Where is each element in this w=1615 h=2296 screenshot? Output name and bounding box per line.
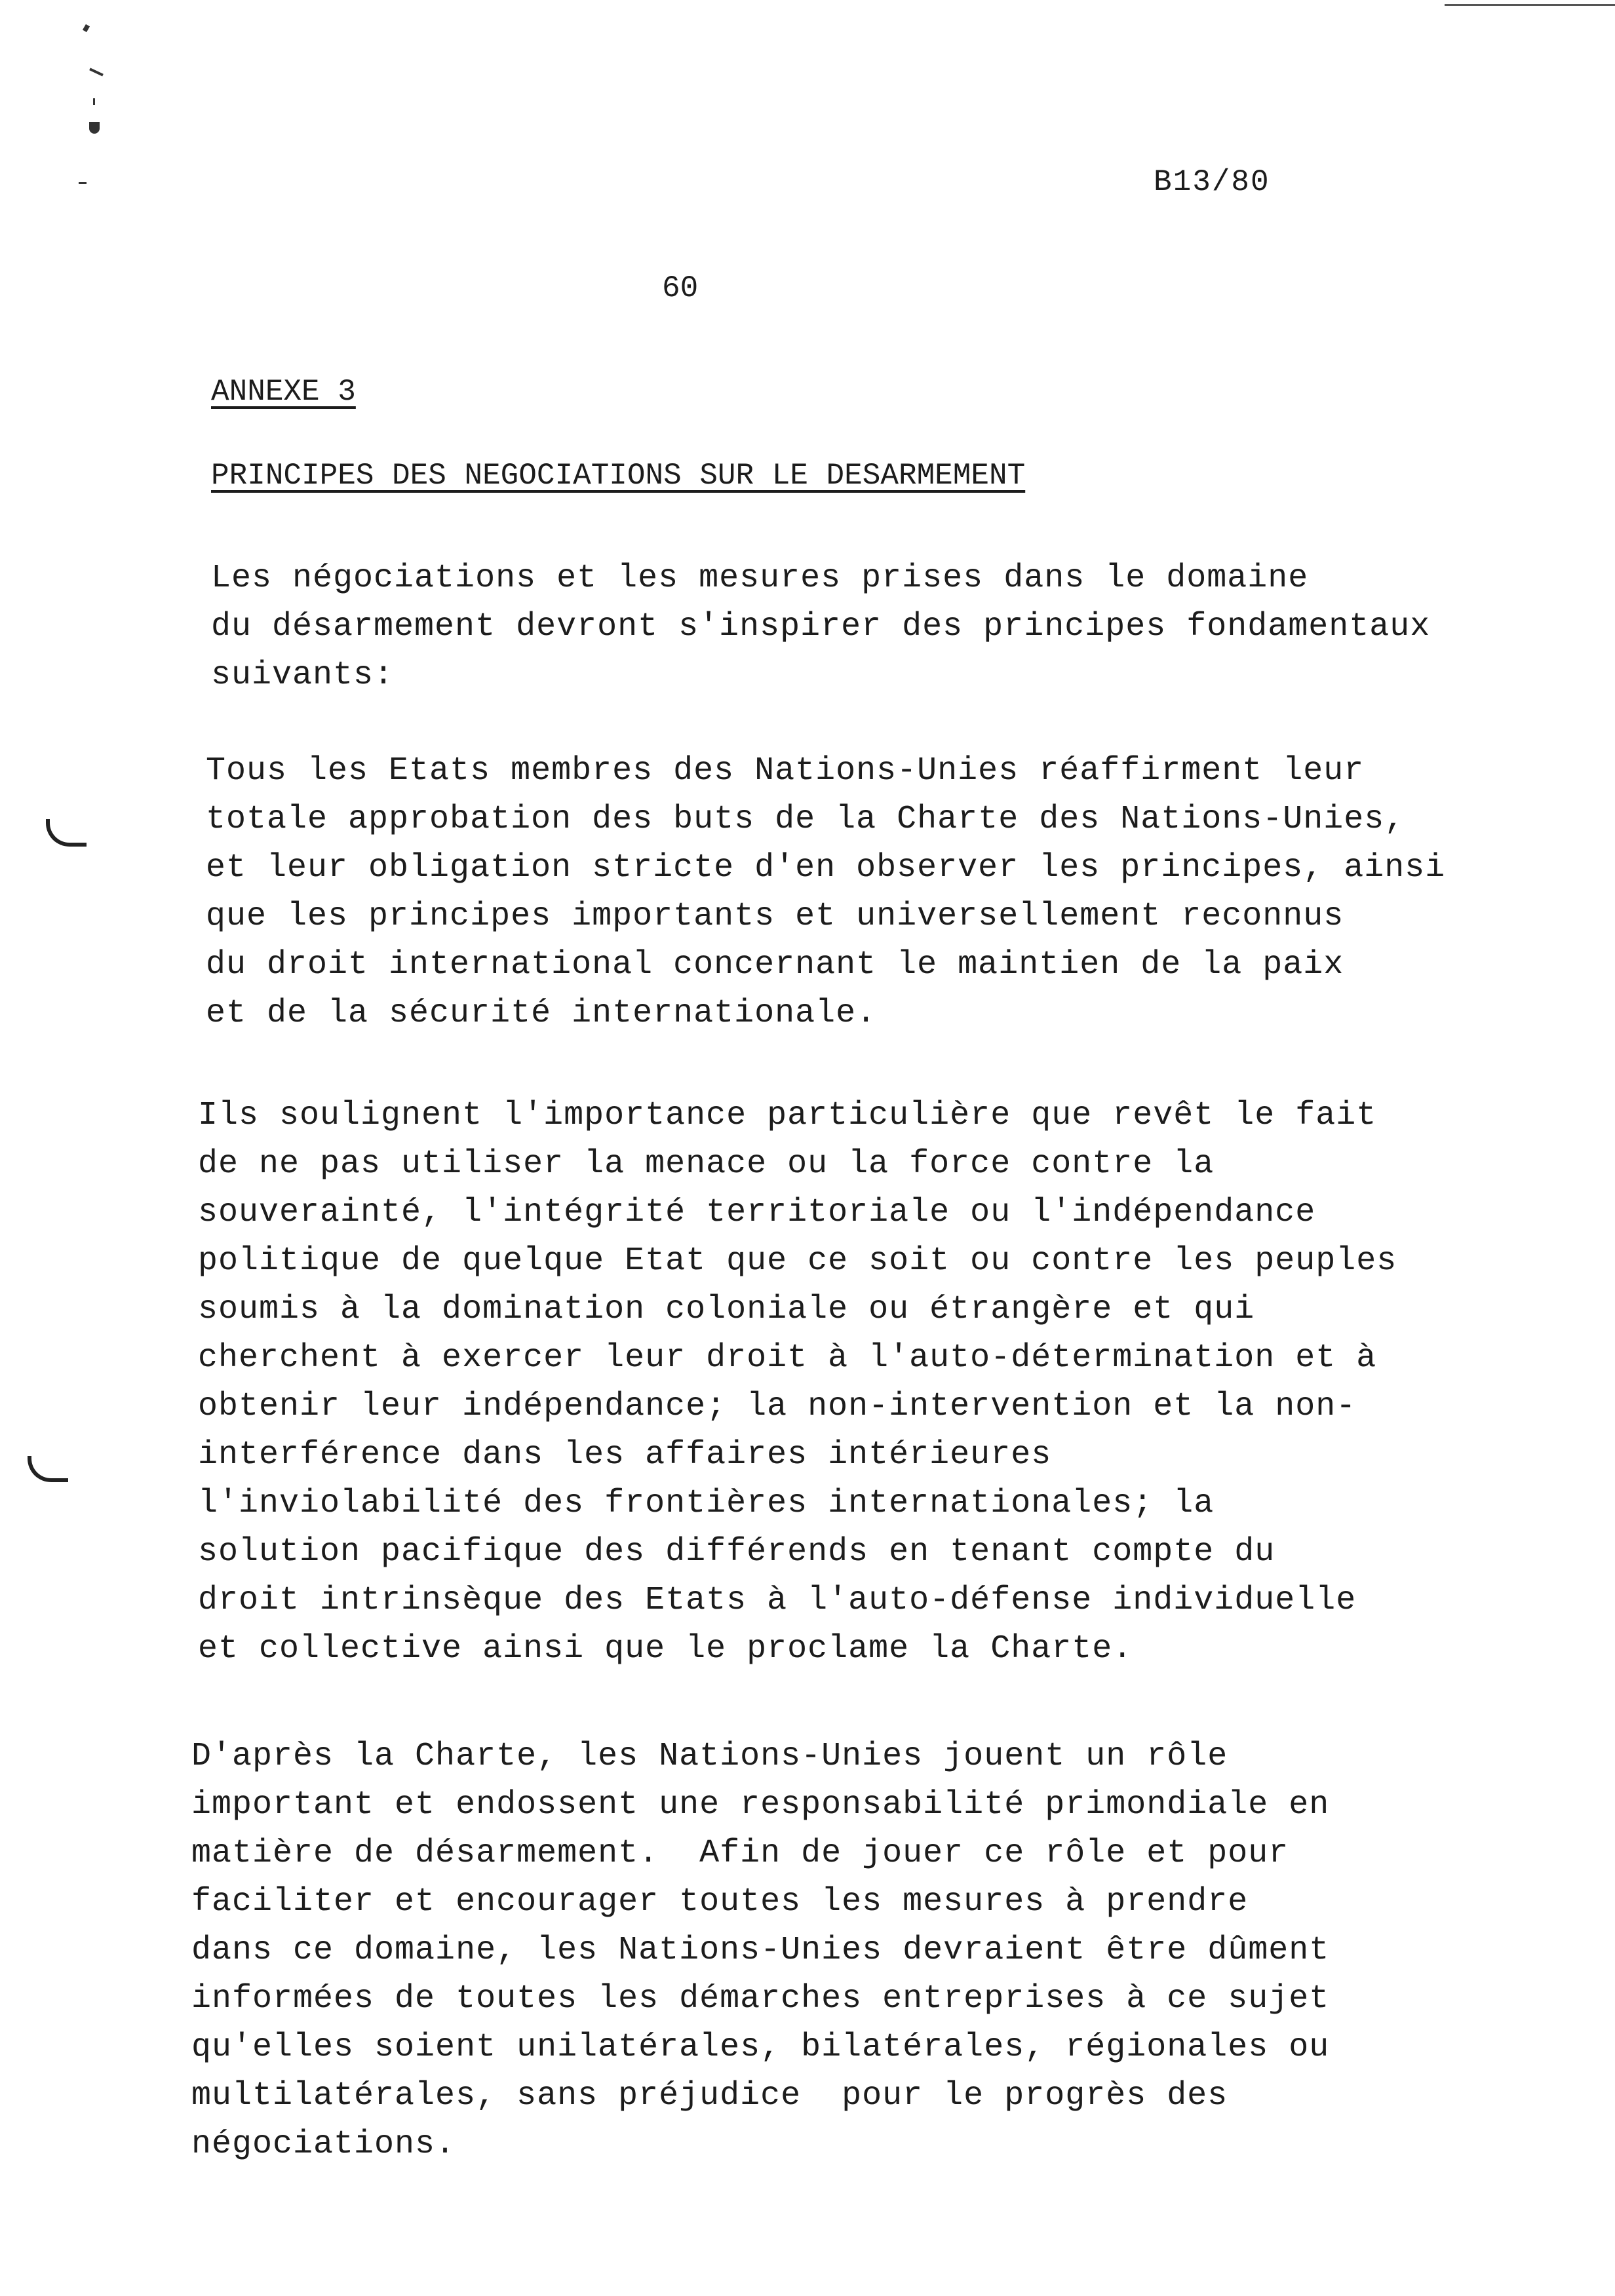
text-line: informées de toutes les démarches entreprises à ce sujet bbox=[191, 1980, 1330, 2018]
intro-paragraph bbox=[211, 554, 1430, 700]
text-line: Ils soulignent l'importance particulière que revêt le fait bbox=[198, 1097, 1377, 1134]
text-line: cherchent à exercer leur droit à l'auto-détermination et à bbox=[198, 1339, 1377, 1377]
text-line: et collective ainsi que le proclame la Charte. bbox=[198, 1630, 1133, 1668]
text-line: obtenir leur indépendance; la non-intervention et la non- bbox=[198, 1388, 1357, 1425]
text-line: négociations. bbox=[191, 2126, 456, 2163]
text-line: multilatérales, sans préjudice pour le progrès des bbox=[191, 2077, 1228, 2114]
text-line: Les négociations et les mesures prises dans le domaine bbox=[211, 560, 1309, 597]
text-line: souverainté, l'intégrité territoriale ou l'indépendance bbox=[198, 1194, 1316, 1231]
text-line: dans ce domaine, les Nations-Unies devraient être dûment bbox=[191, 1932, 1330, 1969]
text-line: et leur obligation stricte d'en observer les principes, ainsi bbox=[206, 849, 1446, 887]
text-line: D'après la Charte, les Nations-Unies jouent un rôle bbox=[191, 1738, 1228, 1775]
document-reference: B13/80 bbox=[1154, 165, 1270, 199]
text-line: que les principes importants et universellement reconnus bbox=[206, 898, 1344, 935]
text-line: suivants: bbox=[211, 657, 395, 694]
paragraph-2 bbox=[198, 1092, 1397, 1674]
text-line: Tous les Etats membres des Nations-Unies réaffirment leur bbox=[206, 752, 1365, 790]
scan-mark bbox=[93, 98, 95, 105]
scan-edge-line bbox=[1445, 4, 1615, 6]
margin-bracket-mark bbox=[28, 1456, 68, 1482]
scan-mark bbox=[83, 24, 90, 32]
page-number: 60 bbox=[662, 271, 699, 305]
text-line: et de la sécurité internationale. bbox=[206, 995, 877, 1032]
text-line: totale approbation des buts de la Charte des Nations-Unies, bbox=[206, 801, 1405, 838]
text-line: de ne pas utiliser la menace ou la force contre la bbox=[198, 1145, 1215, 1183]
text-line: interférence dans les affaires intérieures bbox=[198, 1436, 1052, 1474]
paragraph-3 bbox=[191, 1732, 1329, 2169]
paragraph-1 bbox=[206, 747, 1445, 1038]
text-line: qu'elles soient unilatérales, bilatérales, régionales ou bbox=[191, 2029, 1330, 2066]
text-line: faciliter et encourager toutes les mesures à prendre bbox=[191, 1883, 1249, 1921]
text-line: du désarmement devront s'inspirer des principes fondamentaux bbox=[211, 608, 1431, 645]
annex-label: ANNEXE 3 bbox=[211, 375, 356, 409]
text-line: matière de désarmement. Afin de jouer ce rôle et pour bbox=[191, 1835, 1289, 1872]
annex-title: PRINCIPES DES NEGOCIATIONS SUR LE DESARMEMENT bbox=[211, 459, 1026, 493]
text-line: politique de quelque Etat que ce soit ou contre les peuples bbox=[198, 1242, 1397, 1280]
text-line: soumis à la domination coloniale ou étrangère et qui bbox=[198, 1291, 1255, 1328]
text-line: solution pacifique des différends en tenant compte du bbox=[198, 1533, 1275, 1571]
text-line: l'inviolabilité des frontières internationales; la bbox=[198, 1485, 1215, 1522]
text-line: du droit international concernant le maintien de la paix bbox=[206, 946, 1344, 984]
text-line: droit intrinsèque des Etats à l'auto-défense individuelle bbox=[198, 1582, 1357, 1619]
scan-mark bbox=[89, 68, 104, 77]
margin-bracket-mark bbox=[46, 819, 87, 847]
scan-mark bbox=[89, 122, 100, 134]
text-line: important et endossent une responsabilité primondiale en bbox=[191, 1786, 1330, 1824]
scan-mark bbox=[79, 182, 87, 184]
